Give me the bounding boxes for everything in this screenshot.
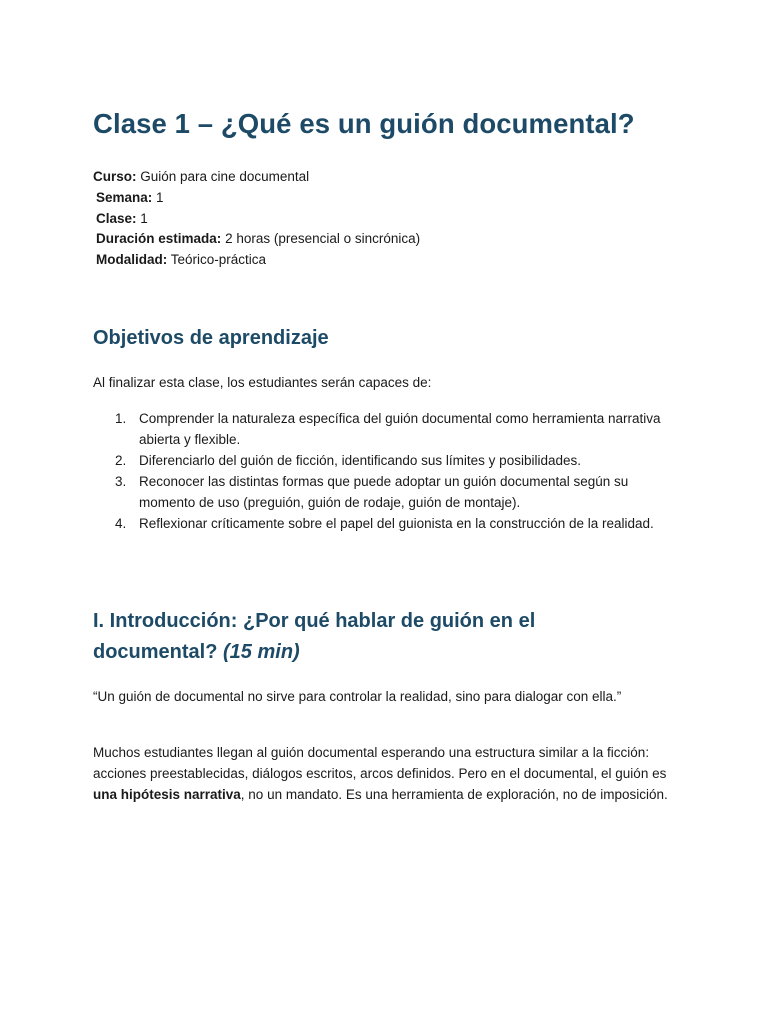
list-item (93, 513, 673, 534)
meta-class-label: Clase: (96, 210, 137, 226)
introduction-text-end: , no un mandato. Es una herramienta de exploración, no de imposición. (240, 787, 668, 802)
list-item-text: Reflexionar críticamente sobre el papel del guionista en la construcción de la realidad. (139, 516, 654, 531)
introduction-heading (93, 606, 653, 668)
list-item-text: Reconocer las distintas formas que puede adoptar un guión documental según su momento de uso (preguión, guión de rodaje, guión de montaje). (139, 474, 629, 510)
meta-course (93, 167, 420, 188)
list-item-number: 2. (115, 453, 127, 468)
meta-course-label: Curso: (93, 169, 137, 184)
introduction-emphasis: una hipótesis narrativa (93, 787, 241, 802)
meta-class-value: 1 (140, 210, 148, 226)
objectives-heading: Objetivos de aprendizaje (93, 327, 329, 349)
introduction-paragraph (93, 742, 673, 805)
list-item (93, 408, 673, 450)
meta-class (93, 209, 420, 230)
meta-week-label: Semana: (96, 189, 153, 205)
meta-mode (93, 250, 420, 271)
page-title: Clase 1 – ¿Qué es un guión documental? (93, 108, 635, 139)
list-item (93, 450, 673, 471)
list-item-number: 3. (115, 474, 127, 489)
meta-week (93, 188, 420, 209)
meta-week-value: 1 (156, 189, 164, 205)
class-metadata (93, 167, 420, 271)
meta-duration-label: Duración estimada: (96, 231, 222, 247)
objectives-list (93, 408, 673, 534)
objectives-intro: Al finalizar esta clase, los estudiantes serán capaces de: (93, 375, 432, 390)
meta-duration (93, 229, 420, 250)
introduction-quote: “Un guión de documental no sirve para controlar la realidad, sino para dialogar con ella.” (93, 689, 622, 704)
meta-duration-value: 2 horas (presencial o sincrónica) (225, 231, 421, 247)
introduction-duration: (15 min) (223, 641, 300, 663)
introduction-heading-text: I. Introducción: ¿Por qué hablar de guión en el documental? (93, 610, 536, 663)
meta-mode-value: Teórico-práctica (170, 252, 267, 268)
list-item-text: Comprender la naturaleza específica del guión documental como herramienta narrativa abierta y flexible. (139, 411, 661, 447)
introduction-text-start: Muchos estudiantes llegan al guión documental esperando una estructura similar a la ficción: acciones preestablecidas, diálogos escritos, arcos definidos. Pero en el documental, el guión es (93, 745, 667, 781)
meta-mode-label: Modalidad: (96, 252, 168, 268)
list-item-number: 1. (115, 411, 127, 426)
list-item-number: 4. (115, 516, 127, 531)
list-item-text: Diferenciarlo del guión de ficción, identificando sus límites y posibilidades. (139, 453, 581, 468)
list-item (93, 471, 673, 513)
meta-course-value: Guión para cine documental (140, 169, 310, 184)
